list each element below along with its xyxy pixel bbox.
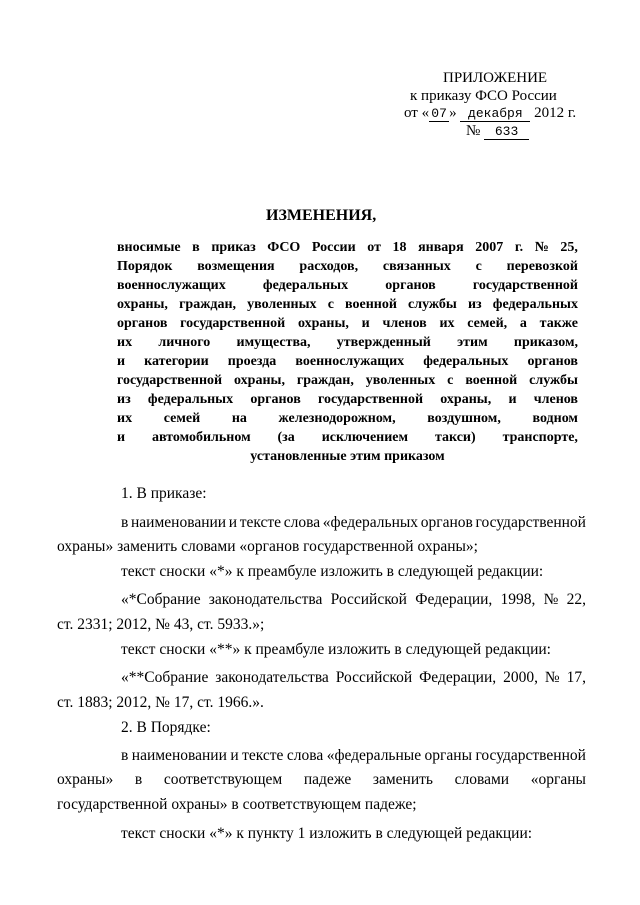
word: «*Собрание <box>121 591 201 608</box>
word: военной <box>465 373 518 388</box>
paragraph-line: охраны» заменить словами «органов государственной охраны»; <box>57 538 478 555</box>
word: граждан, <box>179 297 237 312</box>
word: Российской <box>335 669 413 686</box>
paragraph-line <box>121 514 586 532</box>
intro-line <box>117 276 578 295</box>
word: членов <box>382 316 427 331</box>
word: 18 <box>392 240 407 255</box>
word: службы <box>408 297 457 312</box>
intro-line <box>117 409 578 428</box>
word: из <box>467 297 482 312</box>
word: 22, <box>566 591 586 608</box>
word: в <box>134 771 143 788</box>
word: личного <box>158 335 211 350</box>
word: наименовании <box>131 514 227 531</box>
word: службы <box>529 373 578 388</box>
word: военной <box>345 297 397 312</box>
word: органов <box>527 354 578 369</box>
word: и <box>228 514 238 531</box>
word: и <box>508 392 517 407</box>
date-month: декабря <box>460 106 530 122</box>
word: федеральных <box>423 354 509 369</box>
document-title: ИЗМЕНЕНИЯ, <box>266 207 377 224</box>
word: соответствующем <box>163 771 283 788</box>
order-number <box>466 122 529 140</box>
intro-line <box>117 238 578 257</box>
word: и <box>117 430 126 445</box>
intro-line <box>117 314 578 333</box>
word: слова <box>283 514 321 531</box>
word: водном <box>532 411 578 426</box>
paragraph-line <box>121 591 586 609</box>
order-date <box>404 104 576 122</box>
word: законодательства <box>215 669 329 686</box>
word: января <box>418 240 464 255</box>
word: в <box>121 514 129 531</box>
word: вносимые <box>117 240 181 255</box>
word: приказ <box>211 240 256 255</box>
paragraph-line <box>121 669 586 687</box>
word: военнослужащих <box>295 354 405 369</box>
word: Российской <box>330 591 407 608</box>
intro-line <box>117 390 578 409</box>
word: и <box>117 354 126 369</box>
word: государственной <box>317 392 424 407</box>
word: слова <box>286 747 324 764</box>
word: «органы <box>530 771 586 788</box>
word: словами <box>454 771 510 788</box>
word: заменить <box>372 771 433 788</box>
word: с <box>447 373 454 388</box>
word: железнодорожном, <box>278 411 396 426</box>
word: тексте <box>242 747 284 764</box>
word: тексте <box>239 514 282 531</box>
word: «федеральные <box>326 747 422 764</box>
word: имущества, <box>236 335 311 350</box>
word: с <box>327 297 334 312</box>
word: (за <box>277 430 295 445</box>
word: также <box>539 316 578 331</box>
word: России <box>311 240 356 255</box>
word: установленные этим приказом <box>250 449 445 464</box>
word: федеральных <box>262 278 349 293</box>
word: транспорте, <box>502 430 578 445</box>
word: государственной <box>475 514 586 531</box>
order-reference: к приказу ФСО России <box>410 88 557 104</box>
word: охраны» <box>57 771 114 788</box>
word: федеральных <box>147 392 234 407</box>
number-sign: № <box>466 123 481 139</box>
word: и <box>361 316 370 331</box>
word: г. <box>514 240 524 255</box>
word: перевозкой <box>506 259 578 274</box>
word: исключением <box>321 430 409 445</box>
word: 2007 <box>475 240 504 255</box>
intro-line <box>117 428 578 447</box>
word: охраны, <box>440 392 492 407</box>
word: в <box>121 747 129 764</box>
word: приказом, <box>513 335 578 350</box>
word: законодательства <box>208 591 323 608</box>
intro-line <box>117 333 578 352</box>
date-quote-close: » <box>449 105 457 121</box>
paragraph-line: ст. 1883; 2012, № 17, ст. 1966.». <box>57 694 264 711</box>
word: их <box>439 316 455 331</box>
word: в <box>192 240 200 255</box>
word: связанных <box>382 259 451 274</box>
word: государственной <box>472 278 578 293</box>
word: органы <box>424 747 472 764</box>
number-value: 633 <box>484 124 529 140</box>
word: граждан, <box>296 373 354 388</box>
word: 25, <box>560 240 578 255</box>
word: № <box>534 240 549 255</box>
word: 17, <box>566 669 586 686</box>
word: наименовании <box>131 747 227 764</box>
word: их <box>117 411 133 426</box>
word: государственной <box>117 373 223 388</box>
paragraph-line: текст сноски «**» к преамбуле изложить в следующей редакции: <box>121 641 551 658</box>
word: Федерации, <box>419 669 497 686</box>
word: на <box>231 411 247 426</box>
word: государственной <box>180 316 286 331</box>
word: семей, <box>467 316 508 331</box>
word: такси) <box>434 430 476 445</box>
word: их <box>117 335 133 350</box>
section-2-heading: 2. В Порядке: <box>121 719 211 736</box>
paragraph-line: ст. 2331; 2012, № 43, ст. 5933.»; <box>57 616 265 633</box>
word: семей <box>163 411 201 426</box>
word: и <box>230 747 239 764</box>
word: органов <box>117 316 168 331</box>
word: № <box>544 669 560 686</box>
word: падеже <box>303 771 352 788</box>
paragraph-line <box>57 771 586 789</box>
intro-line <box>117 257 578 276</box>
word: федеральных <box>492 297 578 312</box>
appendix-label: ПРИЛОЖЕНИЕ <box>443 70 548 86</box>
section-1-heading: 1. В приказе: <box>121 485 207 502</box>
date-year: 2012 г. <box>534 105 577 121</box>
word: проезда <box>227 354 277 369</box>
word: органов <box>385 278 436 293</box>
word: категории <box>144 354 209 369</box>
word: уволенных <box>365 373 436 388</box>
word: от <box>367 240 381 255</box>
intro-block <box>117 238 578 466</box>
date-prefix: от « <box>404 105 430 121</box>
word: государственной <box>475 747 586 764</box>
intro-line <box>117 295 578 314</box>
word: Порядок <box>117 259 173 274</box>
paragraph-line: государственной охраны» в соответствующем падеже; <box>57 796 417 813</box>
paragraph-line: текст сноски «*» к преамбуле изложить в следующей редакции: <box>121 563 544 580</box>
word: из <box>117 392 131 407</box>
word: охраны, <box>297 316 349 331</box>
word: № <box>543 591 559 608</box>
date-day: 07 <box>429 106 449 122</box>
word: утвержденный <box>336 335 431 350</box>
word: 1998, <box>500 591 536 608</box>
word: уволенных <box>247 297 317 312</box>
word: охраны, <box>234 373 285 388</box>
intro-line <box>117 447 578 466</box>
word: органов <box>250 392 301 407</box>
word: с <box>475 259 482 274</box>
word: ФСО <box>267 240 301 255</box>
word: охраны, <box>117 297 168 312</box>
word: Федерации, <box>415 591 493 608</box>
intro-line <box>117 352 578 371</box>
word: органов <box>420 514 473 531</box>
word: возмещения <box>197 259 275 274</box>
word: расходов, <box>299 259 359 274</box>
word: членов <box>533 392 578 407</box>
word: военнослужащих <box>117 278 226 293</box>
word: «федеральных <box>322 514 419 531</box>
word: «**Собрание <box>121 669 209 686</box>
word: этим <box>457 335 488 350</box>
paragraph-line <box>121 747 586 765</box>
word: воздушном, <box>427 411 501 426</box>
intro-line <box>117 371 578 390</box>
word: автомобильном <box>151 430 251 445</box>
paragraph-line: текст сноски «*» к пункту 1 изложить в следующей редакции: <box>121 825 533 842</box>
word: 2000, <box>503 669 538 686</box>
word: а <box>519 316 527 331</box>
